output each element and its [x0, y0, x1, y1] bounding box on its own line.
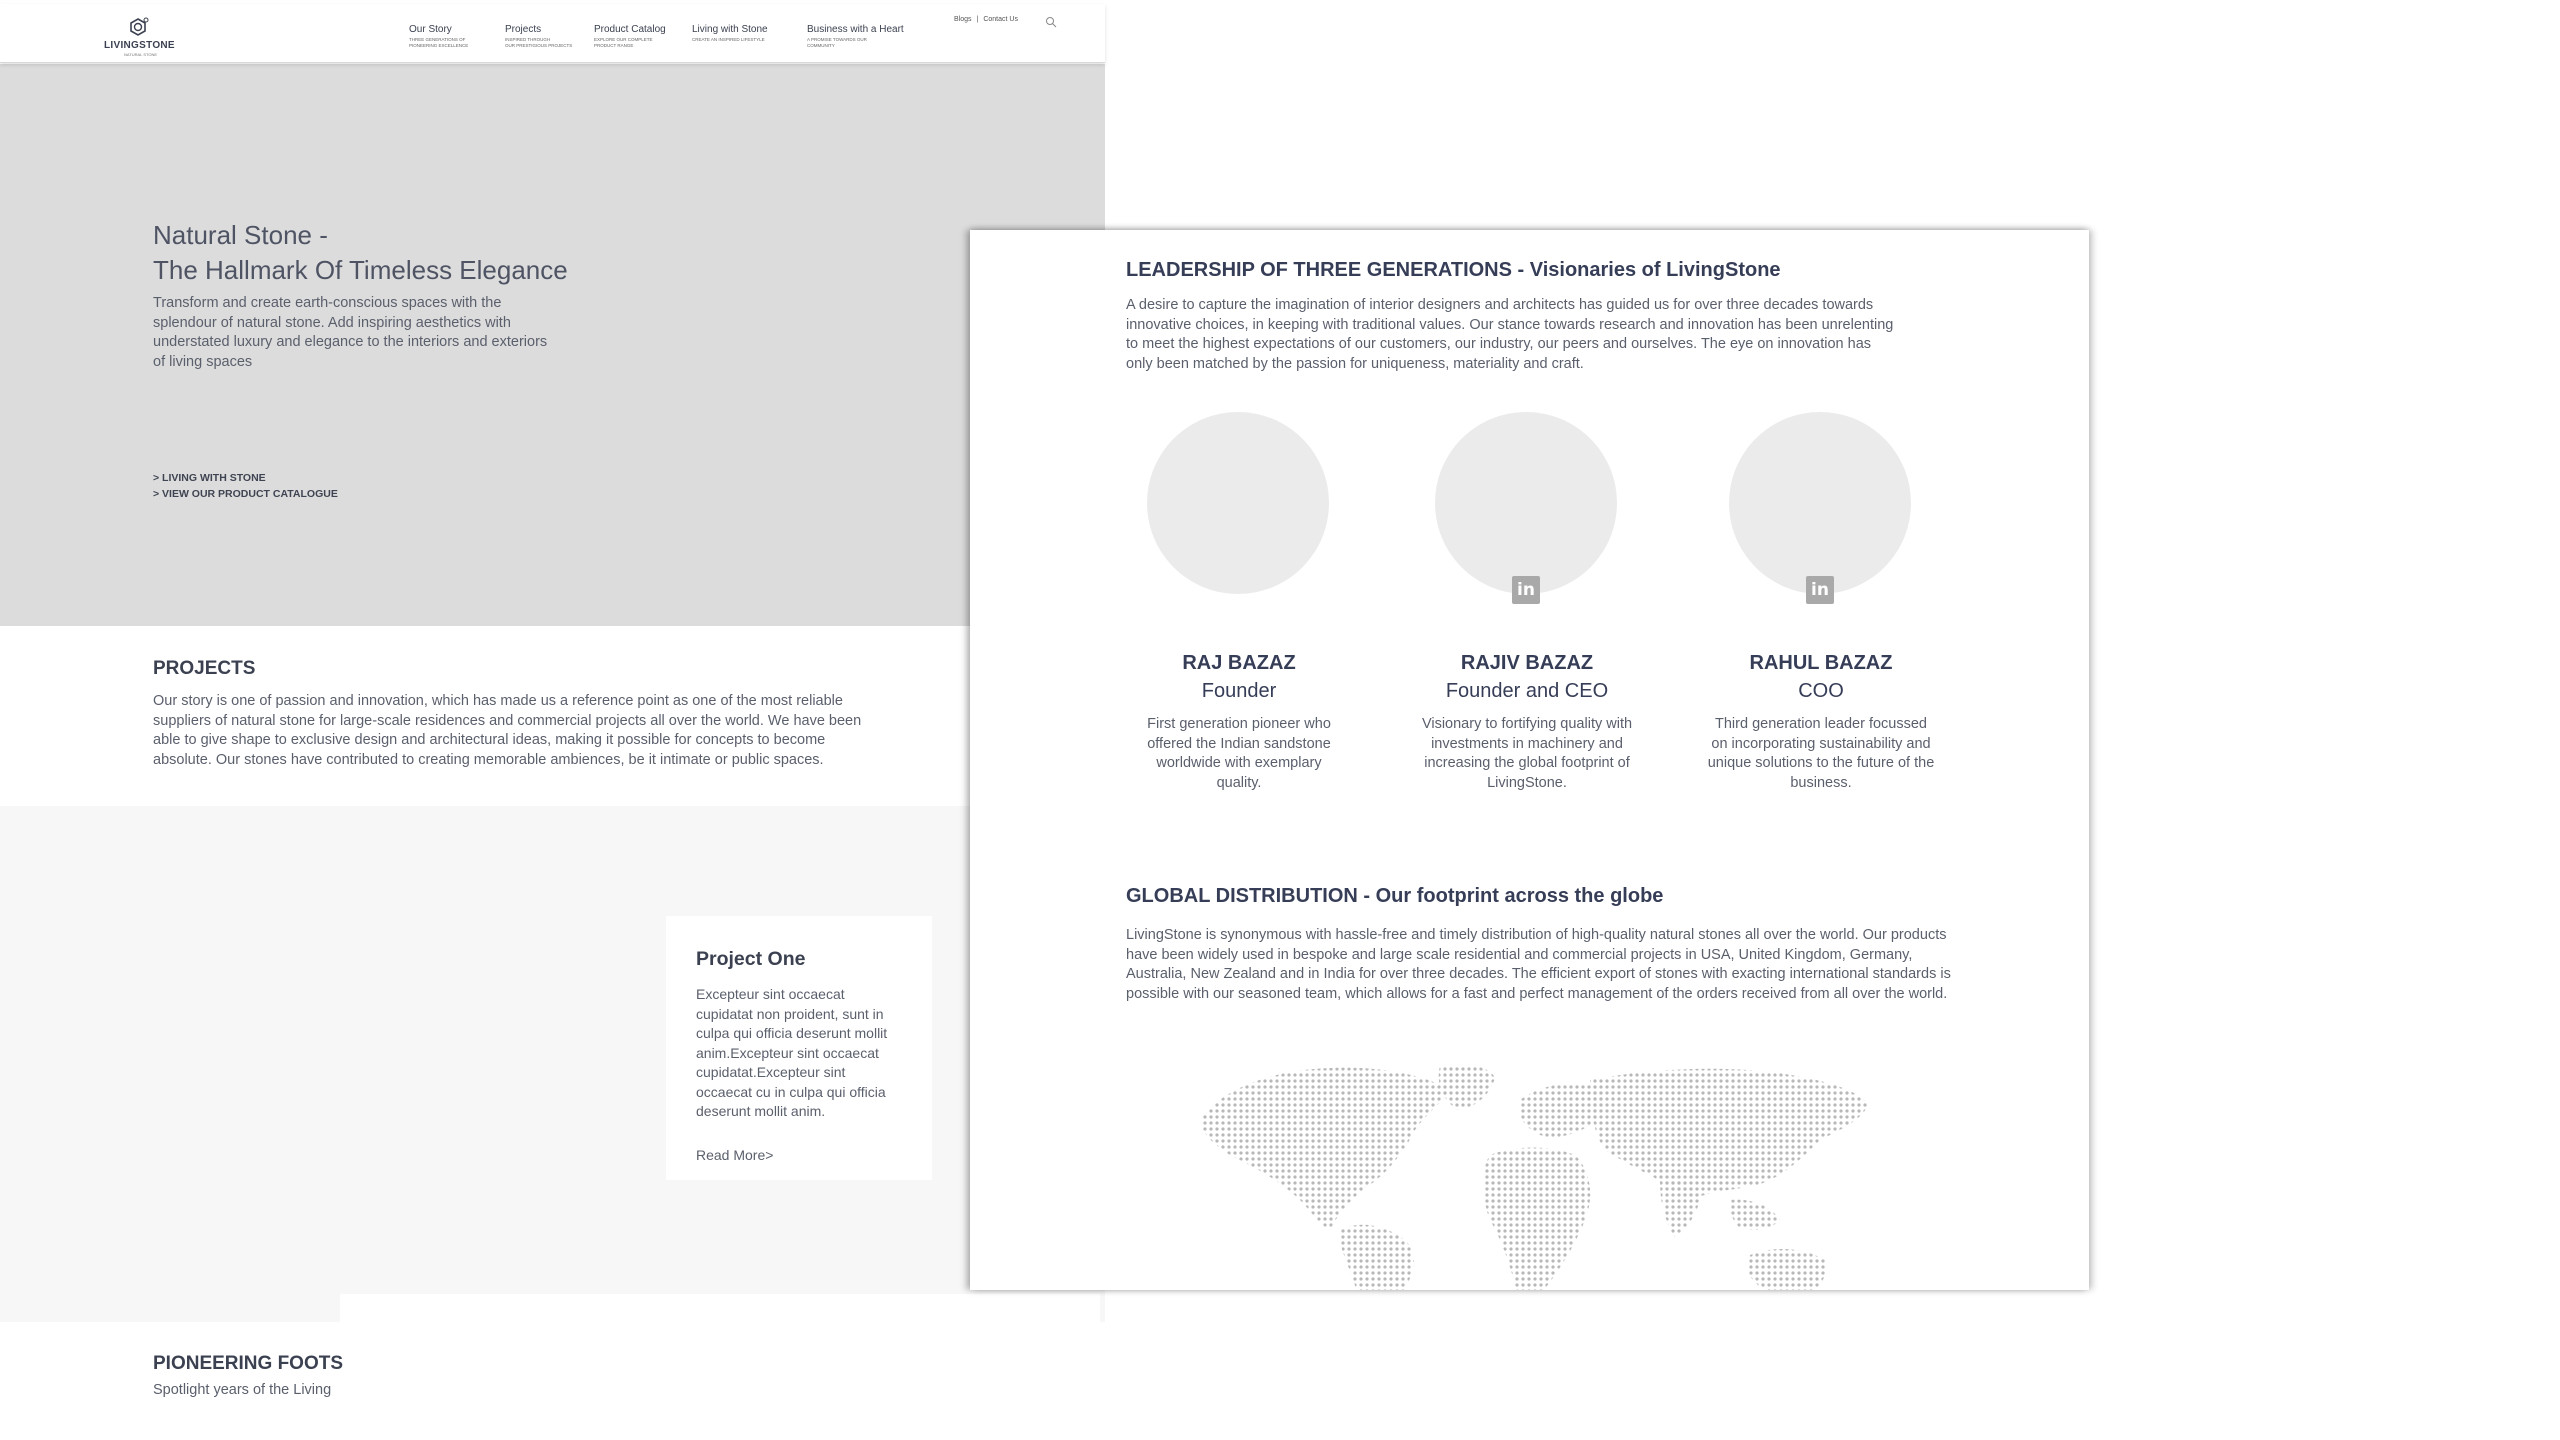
leader-photo: [1435, 412, 1617, 594]
homepage-mockup: [0, 4, 1105, 1440]
nav-item-living-with-stone[interactable]: Living with Stone CREATE AN INSPIRED LIFESTYLE: [692, 24, 768, 42]
view-product-catalogue-link[interactable]: > VIEW OUR PRODUCT CATALOGUE: [153, 488, 338, 500]
logo[interactable]: [104, 14, 184, 58]
leader-photo: [1729, 412, 1911, 594]
leadership-heading: LEADERSHIP OF THREE GENERATIONS - Visionaries of LivingStone: [1126, 259, 1781, 281]
hero-section: [0, 64, 1105, 626]
leader-bio: First generation pioneer who offered the Indian sandstone worldwide with exemplary quality.: [1147, 716, 1331, 791]
leader-bio: Visionary to fortifying quality with investments in machinery and increasing the global footprint of LivingStone.: [1421, 716, 1633, 791]
global-distribution-description: LivingStone is synonymous with hassle-free and timely distribution of high-quality natural stones all over the world. Our products have been widely used in bespoke and large scale residential and commercial projects in USA, United Kingdom, Germany, Australia, New Zealand and in India for over three decades. The efficient export of stones with exacting international standards is possible with our seasoned team, which allows for a fast and perfect management of the orders received from all over the world.: [1126, 927, 1951, 1002]
nav-item-projects[interactable]: Projects INSPIRED THROUGH OUR PRESTIGIOUS PROJECTS: [505, 24, 573, 48]
leader-name: RAJIV BAZAZ: [1460, 652, 1594, 674]
leadership-description: A desire to capture the imagination of interior designers and architects has guided us for over three decades towards innovative choices, in keeping with traditional values. Our stance towards research and innovation has been unrelenting to meet the highest expectations of our customers, our industry, our peers and ourselves. The eye on innovation has only been matched by the passion for uniqueness, materiality and craft.: [1126, 297, 1894, 372]
linkedin-icon[interactable]: in: [1806, 576, 1834, 604]
leader-bio: Third generation leader focussed on incorporating sustainability and unique solutions to the future of the business.: [1707, 716, 1935, 791]
leader-role: Founder and CEO: [1445, 680, 1609, 702]
living-with-stone-link[interactable]: > LIVING WITH STONE: [153, 472, 266, 484]
nav-item-product-catalog[interactable]: Product Catalog EXPLORE OUR COMPLETE PRODUCT RANGE: [594, 24, 666, 48]
nav-item-business-with-a-heart[interactable]: Business with a Heart A PROMISE TOWARDS OUR COMMUNITY: [807, 24, 904, 48]
project-card[interactable]: [666, 916, 932, 1180]
leader-role: Founder: [1201, 680, 1277, 702]
pioneering-subtitle: Spotlight years of the Living: [153, 1382, 332, 1398]
project-gallery: [0, 806, 1105, 1322]
project-card-title: Project One: [696, 948, 806, 970]
utility-links: [954, 16, 1023, 23]
leader-role: COO: [1798, 680, 1844, 702]
leader-photo: [1147, 412, 1329, 594]
leader-name: RAJ BAZAZ: [1182, 652, 1296, 674]
linkedin-icon[interactable]: in: [1512, 576, 1540, 604]
divider-strip: [340, 1294, 1100, 1322]
projects-description: Our story is one of passion and innovation, which has made us a reference point as one of the most reliable suppliers of natural stone for large-scale residences and commercial projects all over the world. We have been able to give shape to exclusive design and architectural ideas, making it possible for concepts to become absolute. Our stones have contributed to creating memorable ambiences, be it intimate or public spaces.: [153, 693, 862, 768]
nav-item-our-story[interactable]: Our Story THREE GENERATIONS OF PIONEERING EXCELLENCE: [409, 24, 469, 48]
search-icon[interactable]: [1045, 16, 1057, 28]
site-header: [0, 4, 1105, 63]
projects-section: [0, 626, 1105, 806]
logo-tagline: NATURAL STONE: [124, 52, 158, 57]
logo-text: LIVINGSTONE: [104, 40, 175, 51]
hero-description: Transform and create earth-conscious spaces with the splendour of natural stone. Add inspiring aesthetics with understated luxury and elegance to the interiors and exteriors of living spaces: [153, 295, 548, 370]
world-map-icon: [1190, 1060, 1870, 1290]
hero-title: Natural Stone - The Hallmark Of Timeless Elegance: [153, 220, 568, 285]
project-card-text: Excepteur sint occaecat cupidatat non proident, sunt in culpa qui officia deserunt mollit anim.Excepteur sint occaecat cupidatat.Excepteur sint occaecat cu in culpa qui officia deserunt mollit anim.: [696, 986, 888, 1119]
read-more-link[interactable]: Read More>: [696, 1147, 774, 1163]
logo-mark-icon: [126, 16, 150, 40]
pioneering-heading: PIONEERING FOOTS: [153, 1353, 343, 1374]
about-page-mockup: [970, 230, 2089, 1290]
contact-us-link[interactable]: Contact Us: [983, 16, 1018, 23]
leader-name: RAHUL BAZAZ: [1749, 652, 1893, 674]
global-distribution-heading: GLOBAL DISTRIBUTION - Our footprint across the globe: [1126, 885, 1664, 907]
utility-separator: |: [976, 16, 979, 23]
blogs-link[interactable]: Blogs: [954, 16, 972, 23]
projects-heading: PROJECTS: [153, 658, 256, 679]
